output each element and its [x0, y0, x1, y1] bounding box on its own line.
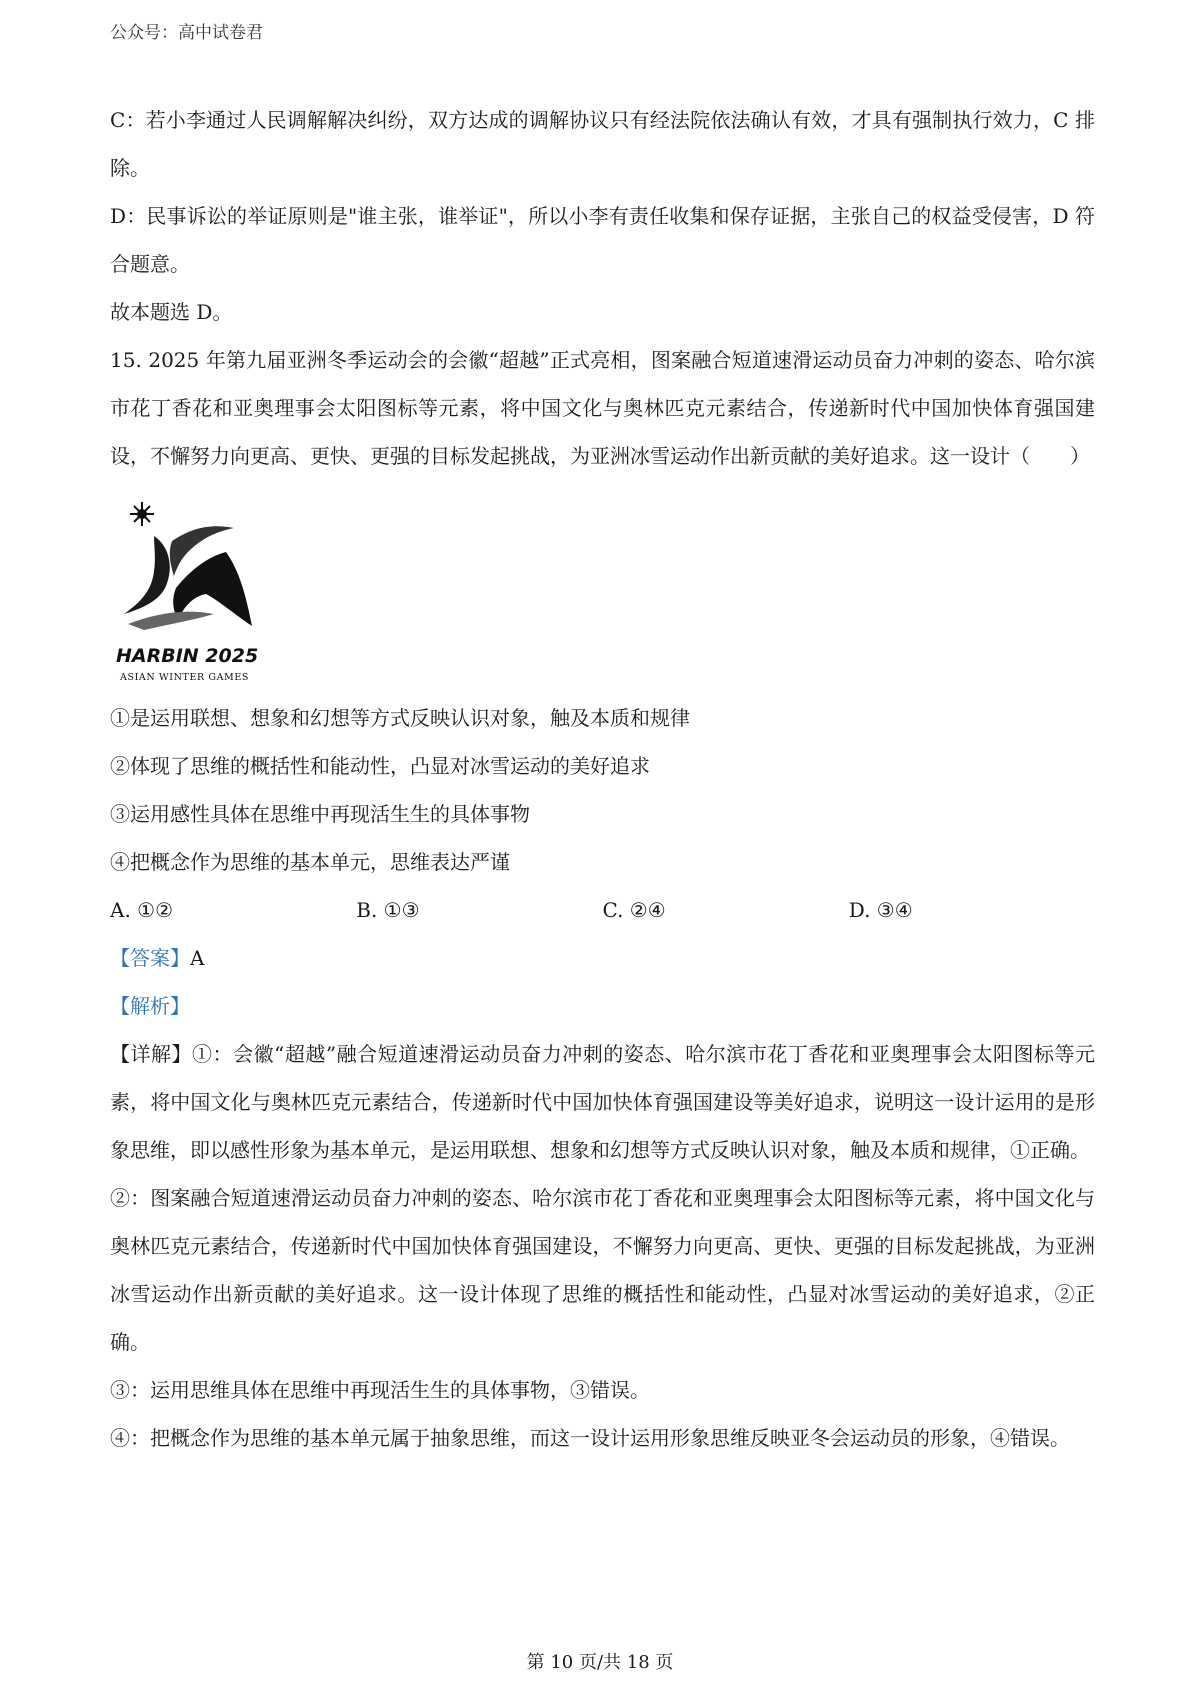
detail-p1	[110, 1030, 1095, 1174]
detail-text-1: ①：会徽“超越”融合短道速滑运动员奋力冲刺的姿态、哈尔滨市花丁香花和亚奥理事会太阳图标等元素，将中国文化与奥林匹克元素结合，传递新时代中国加快体育强国建设等美好追求，说明这一设计运用的是形象思维，即以感性形象为基本单元，是运用联想、想象和幻想等方式反映认识对象，触及本质和规律，①正确。	[110, 1042, 1095, 1162]
skater-emblem	[124, 526, 252, 630]
question-stem: 15. 2025 年第九届亚洲冬季运动会的会徽“超越”正式亮相，图案融合短道速滑运动员奋力冲刺的姿态、哈尔滨市花丁香花和亚奥理事会太阳图标等元素，将中国文化与奥林匹克元素结合，传递新时代中国加快体育强国建设，不懈努力向更高、更快、更强的目标发起挑战，为亚洲冰雪运动作出新贡献的美好追求。这一设计（ ）	[110, 348, 1095, 468]
answer-label: 【答案】	[110, 946, 190, 970]
detail-p2: ②：图案融合短道速滑运动员奋力冲刺的姿态、哈尔滨市花丁香花和亚奥理事会太阳图标等元素，将中国文化与奥林匹克元素结合，传递新时代中国加快体育强国建设，不懈努力向更高、更快、更强的目标发起挑战，为亚洲冰雪运动作出新贡献的美好追求。这一设计体现了思维的概括性和能动性，凸显对冰雪运动的美好追求，②正确。	[110, 1186, 1095, 1354]
page-number: 第 10 页/共 18 页	[526, 1652, 674, 1673]
analysis-line	[110, 982, 1095, 1030]
statement-3: ③运用感性具体在思维中再现活生生的具体事物	[110, 802, 530, 826]
answer-options	[110, 886, 1095, 934]
document-body	[110, 96, 1095, 1462]
answer-line	[110, 934, 1095, 982]
prev-option-d: D：民事诉讼的举证原则是"谁主张，谁举证"，所以小李有责任收集和保存证据，主张自己的权益受侵害，D 符合题意。	[110, 204, 1095, 276]
harbin-2025-logo	[114, 496, 264, 686]
option-d: D. ③④	[848, 898, 913, 922]
detail-p3: ③：运用思维具体在思维中再现活生生的具体事物，③错误。	[110, 1378, 650, 1402]
sun-icon	[130, 502, 154, 526]
logo-title: HARBIN 2025	[116, 645, 259, 667]
detail-p4: ④：把概念作为思维的基本单元属于抽象思维，而这一设计运用形象思维反映亚冬会运动员的形象，④错误。	[110, 1426, 1070, 1450]
prev-conclusion: 故本题选 D。	[110, 300, 233, 324]
option-b: B. ①③	[356, 898, 420, 922]
header-watermark: 公众号：高中试卷君	[110, 23, 263, 43]
detail-label: 【详解】	[110, 1042, 193, 1066]
option-c: C. ②④	[602, 898, 666, 922]
prev-option-c: C：若小李通过人民调解解决纠纷，双方达成的调解协议只有经法院依法确认有效，才具有强制执行效力，C 排除。	[110, 108, 1095, 180]
statement-1: ①是运用联想、想象和幻想等方式反映认识对象，触及本质和规律	[110, 706, 690, 730]
statement-4: ④把概念作为思维的基本单元，思维表达严谨	[110, 850, 510, 874]
logo-subtitle: ASIAN WINTER GAMES	[120, 672, 250, 683]
answer-value: A	[190, 946, 205, 970]
option-a: A. ①②	[110, 898, 174, 922]
statement-2: ②体现了思维的概括性和能动性，凸显对冰雪运动的美好追求	[110, 754, 650, 778]
analysis-label: 【解析】	[110, 994, 190, 1018]
